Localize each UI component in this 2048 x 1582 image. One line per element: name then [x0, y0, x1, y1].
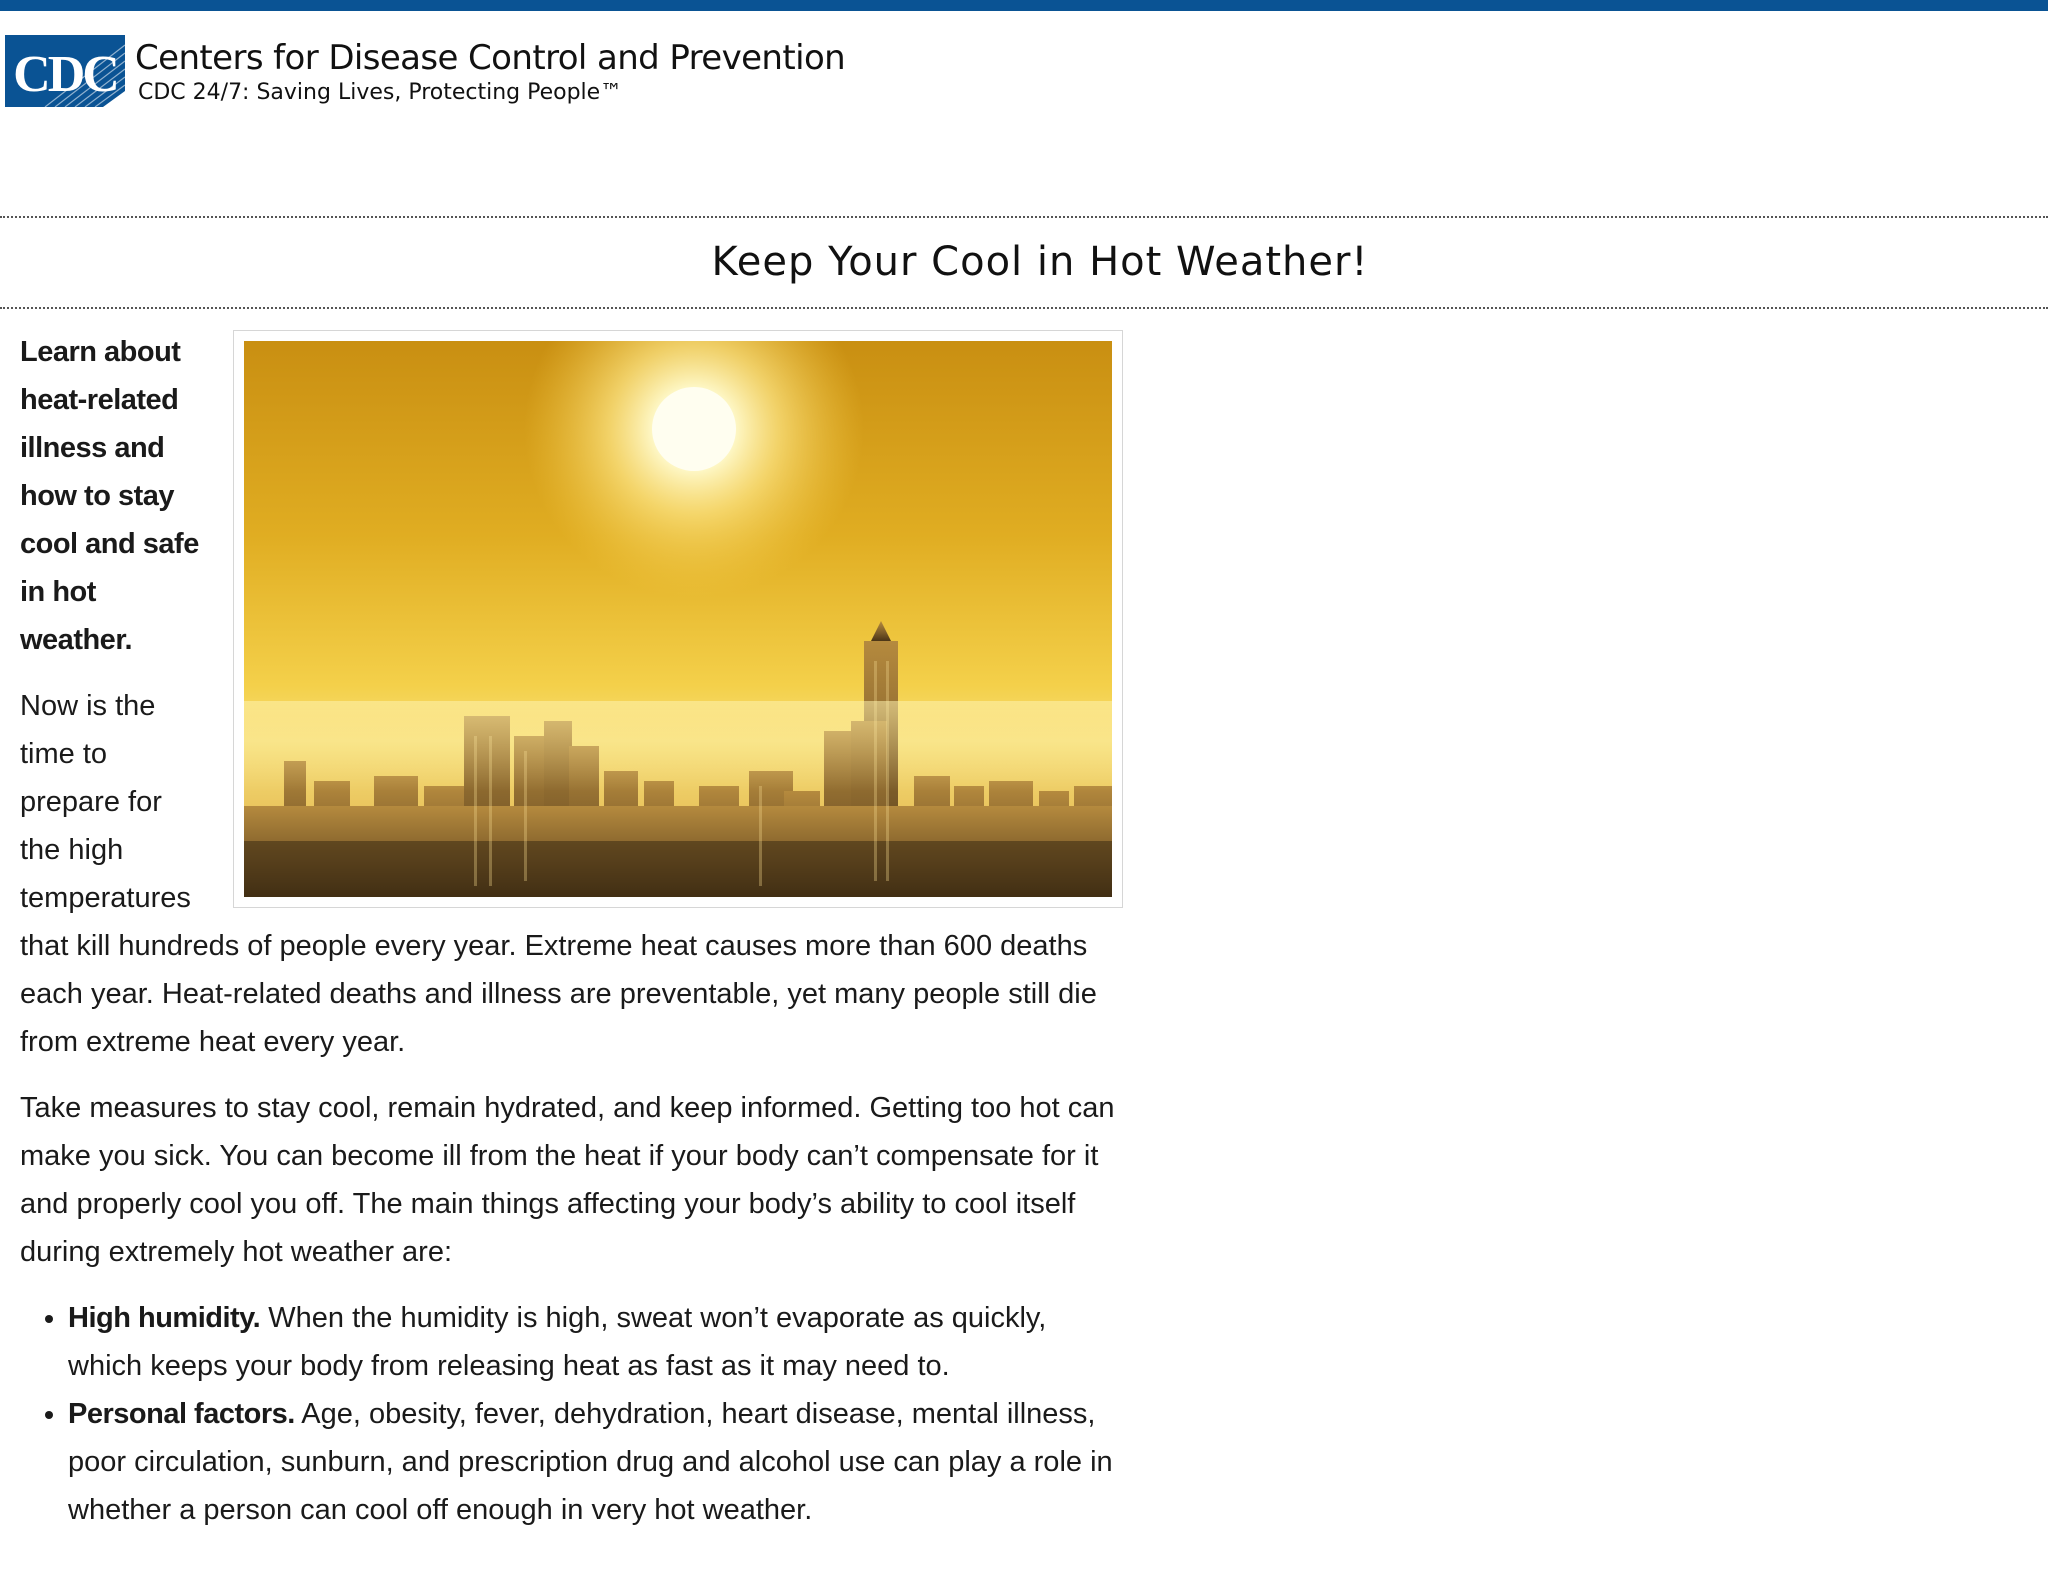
- top-accent-bar: [0, 0, 2048, 11]
- article-paragraph-2: Take measures to stay cool, remain hydrated, and keep informed. Getting too hot can make you sick. You can become ill from the heat if your body can’t compensate for it and properly cool you off. The main things affecting your body’s ability to cool itself during extremely hot weather are:: [20, 1092, 1115, 1268]
- title-divider-top: [0, 216, 2048, 218]
- list-item-text: When the humidity is high, sweat won’t evaporate as quickly, which keeps your body from releasing heat as fast as it may need to.: [68, 1302, 1047, 1382]
- title-divider-bottom: [0, 307, 2048, 309]
- article-lead: Learn about heat-related illness and how to stay cool and safe in hot weather.: [20, 336, 199, 656]
- list-item-term: High humidity.: [68, 1302, 261, 1334]
- logo-lettering: CDC: [13, 46, 117, 103]
- list-item-text: Age, obesity, fever, dehydration, heart disease, mental illness, poor circulation, sunburn, and prescription drug and alcohol use can play a role in whether a person can cool off enough in very hot weather.: [68, 1398, 1113, 1526]
- site-header: [5, 35, 845, 109]
- org-name[interactable]: Centers for Disease Control and Prevention: [135, 38, 846, 78]
- org-tagline: CDC 24/7: Saving Lives, Protecting People™: [138, 80, 623, 105]
- heat-city-image: [233, 330, 1123, 908]
- page-title: Keep Your Cool in Hot Weather!: [711, 239, 1369, 285]
- article-paragraph-1: Now is the time to prepare for the high temperatures that kill hundreds of people every year. Extreme heat causes more than 600 deaths each year. Heat-related deaths and illness are preventable, yet many people still die from extreme heat every year.: [20, 690, 1097, 1058]
- list-item: [68, 1294, 1120, 1390]
- cdc-logo[interactable]: [5, 35, 125, 107]
- factor-list: [20, 1294, 1120, 1534]
- list-item-term: Personal factors.: [68, 1398, 295, 1430]
- list-item: [68, 1390, 1120, 1534]
- article-body: [20, 328, 1120, 1534]
- org-text-block: [135, 39, 845, 106]
